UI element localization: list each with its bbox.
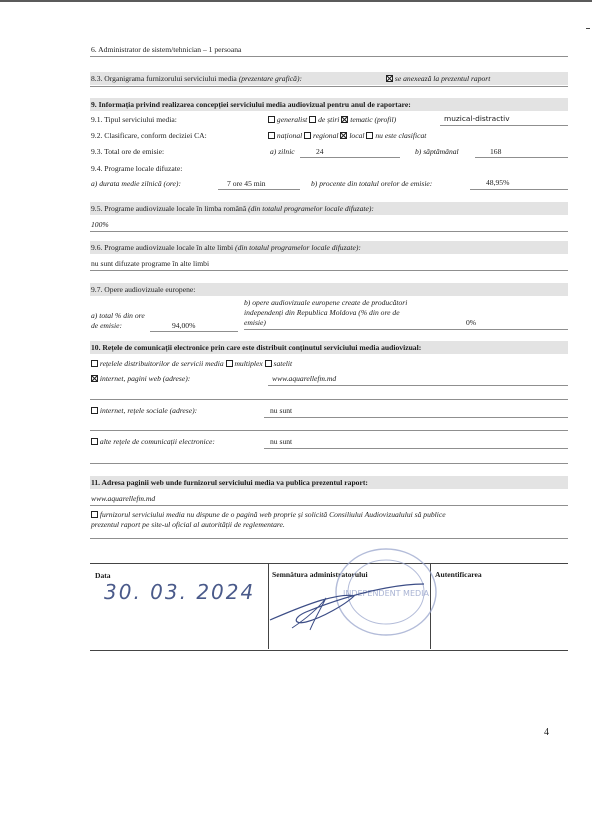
saptamanal-label: b) săptămânal (415, 147, 459, 156)
section-11-title: 11. Adresa paginii web unde furnizorul serviciului media va publica prezentul raport: (91, 478, 368, 487)
programe-locale-label: 9.4. Programe locale difuzate: (91, 164, 183, 173)
alte-retele-label: alte rețele de comunicații electronice: (91, 437, 215, 446)
saptamanal-value: 168 (490, 147, 502, 156)
value-underline (268, 385, 568, 386)
web-label: internet, pagini web (adrese): (91, 374, 190, 383)
clasificare-label: 9.2. Clasificare, conform deciziei CA: (91, 131, 207, 140)
web-value: www.aquarellefm.md (272, 374, 337, 383)
page-number: 4 (544, 727, 549, 738)
divider (90, 538, 568, 539)
independenti-value: 0% (466, 318, 477, 327)
total-label-line2: de emisie: (91, 321, 122, 330)
value-underline (470, 189, 568, 190)
alte-limbi-label: 9.6. Programe audiovizuale locale în alte limbi (din totalul programelor locale difuzate): (91, 243, 361, 252)
organigrama-label: 8.3. Organigrama furnizorului serviciului media (prezentare grafică): (91, 74, 303, 83)
total-label-line1: a) total % din ore (91, 311, 145, 320)
divider (90, 86, 568, 87)
stamp-text: INDEPENDENT MEDIA (343, 589, 429, 598)
divider (90, 270, 568, 271)
social-checkbox[interactable] (91, 407, 98, 414)
retele-options: rețelele distribuitorilor de servicii media multiplex satelit (91, 359, 292, 368)
local-checkbox[interactable] (340, 132, 347, 139)
independenti-line2: independenți din Republica Moldova (% din ore de (244, 308, 400, 317)
independenti-line3: emisie) (244, 318, 266, 327)
social-label: internet, rețele sociale (adrese): (91, 406, 197, 415)
section-9-title: 9. Informația privind realizarea concepției serviciului media audiovizual pentru anul de raportare: (91, 100, 411, 109)
organigrama-value: se anexează la prezentul raport (386, 74, 490, 83)
value-underline (475, 157, 568, 158)
procente-value: 48,95% (486, 178, 510, 187)
handwritten-date: 30. 03. 2024 (104, 580, 256, 604)
generalist-checkbox[interactable] (268, 116, 275, 123)
tematic-checkbox[interactable] (341, 116, 348, 123)
web-publicare-value: www.aquarellefm.md (91, 494, 156, 503)
opere-europene-label: 9.7. Opere audiovizuale europene: (91, 285, 196, 294)
divider (90, 430, 568, 431)
ore-label: 9.3. Total ore de emisie: (91, 147, 165, 156)
tip-options: generalist de știri tematic (profil) (268, 115, 396, 124)
divider (90, 231, 568, 232)
alte-retele-checkbox[interactable] (91, 438, 98, 445)
web-checkbox[interactable] (91, 375, 98, 382)
social-value: nu sunt (270, 406, 293, 415)
satelit-checkbox[interactable] (265, 360, 272, 367)
romana-label: 9.5. Programe audiovizuale locale în limba română (din totalul programelor locale difuzate): (91, 204, 374, 213)
procente-label: b) procente din totalul orelor de emisie: (311, 179, 433, 188)
romana-value: 100% (91, 220, 109, 229)
value-underline (264, 417, 568, 418)
divider (90, 399, 568, 400)
zilnic-label: a) zilnic (270, 147, 295, 156)
value-underline (244, 329, 568, 330)
data-label: Data (95, 571, 111, 580)
durata-label: a) durata medie zilnică (ore): (91, 179, 181, 188)
divider (90, 505, 568, 506)
alte-limbi-value: nu sunt difuzate programe în alte limbi (91, 259, 210, 268)
durata-value: 7 ore 45 min (227, 179, 266, 188)
independenti-line1: b) opere audiovizuale europene create de producători (244, 298, 408, 307)
tip-label: 9.1. Tipul serviciului media: (91, 115, 177, 124)
alte-retele-value: nu sunt (270, 437, 293, 446)
no-website-note-line2: prezentul raport pe site-ul oficial al autorității de reglementare. (91, 520, 285, 529)
autentificare-label: Autentificarea (435, 570, 482, 579)
page-top-border (0, 0, 592, 2)
total-value: 94,00% (172, 321, 196, 330)
value-underline (150, 331, 238, 332)
admin-line: 6. Administrator de sistem/tehnician – 1 persoana (91, 45, 242, 54)
value-underline (440, 125, 568, 126)
organigrama-checkbox[interactable] (386, 75, 393, 82)
stiri-checkbox[interactable] (309, 116, 316, 123)
national-checkbox[interactable] (268, 132, 275, 139)
no-website-note-line1: furnizorul serviciului media nu dispune de o pagină web proprie și solicită Consiliului Audiovizualului să publice (91, 510, 446, 519)
semnatura-label: Semnătura administratorului (272, 570, 368, 579)
signature-scribble (262, 576, 432, 636)
tip-value: muzical-distractiv (444, 114, 510, 123)
value-underline (218, 189, 300, 190)
no-website-checkbox[interactable] (91, 511, 98, 518)
divider (90, 463, 568, 464)
clasificare-options: național regional local nu este clasificat (268, 131, 426, 140)
margin-mark (586, 28, 590, 29)
zilnic-value: 24 (316, 147, 324, 156)
value-underline (264, 448, 568, 449)
section-10-title: 10. Rețele de comunicații electronice prin care este distribuit conținutul serviciului media audiovizual: (91, 343, 422, 352)
distribuitori-checkbox[interactable] (91, 360, 98, 367)
neclasificat-checkbox[interactable] (366, 132, 373, 139)
divider (90, 56, 568, 57)
regional-checkbox[interactable] (304, 132, 311, 139)
value-underline (300, 157, 400, 158)
multiplex-checkbox[interactable] (226, 360, 233, 367)
